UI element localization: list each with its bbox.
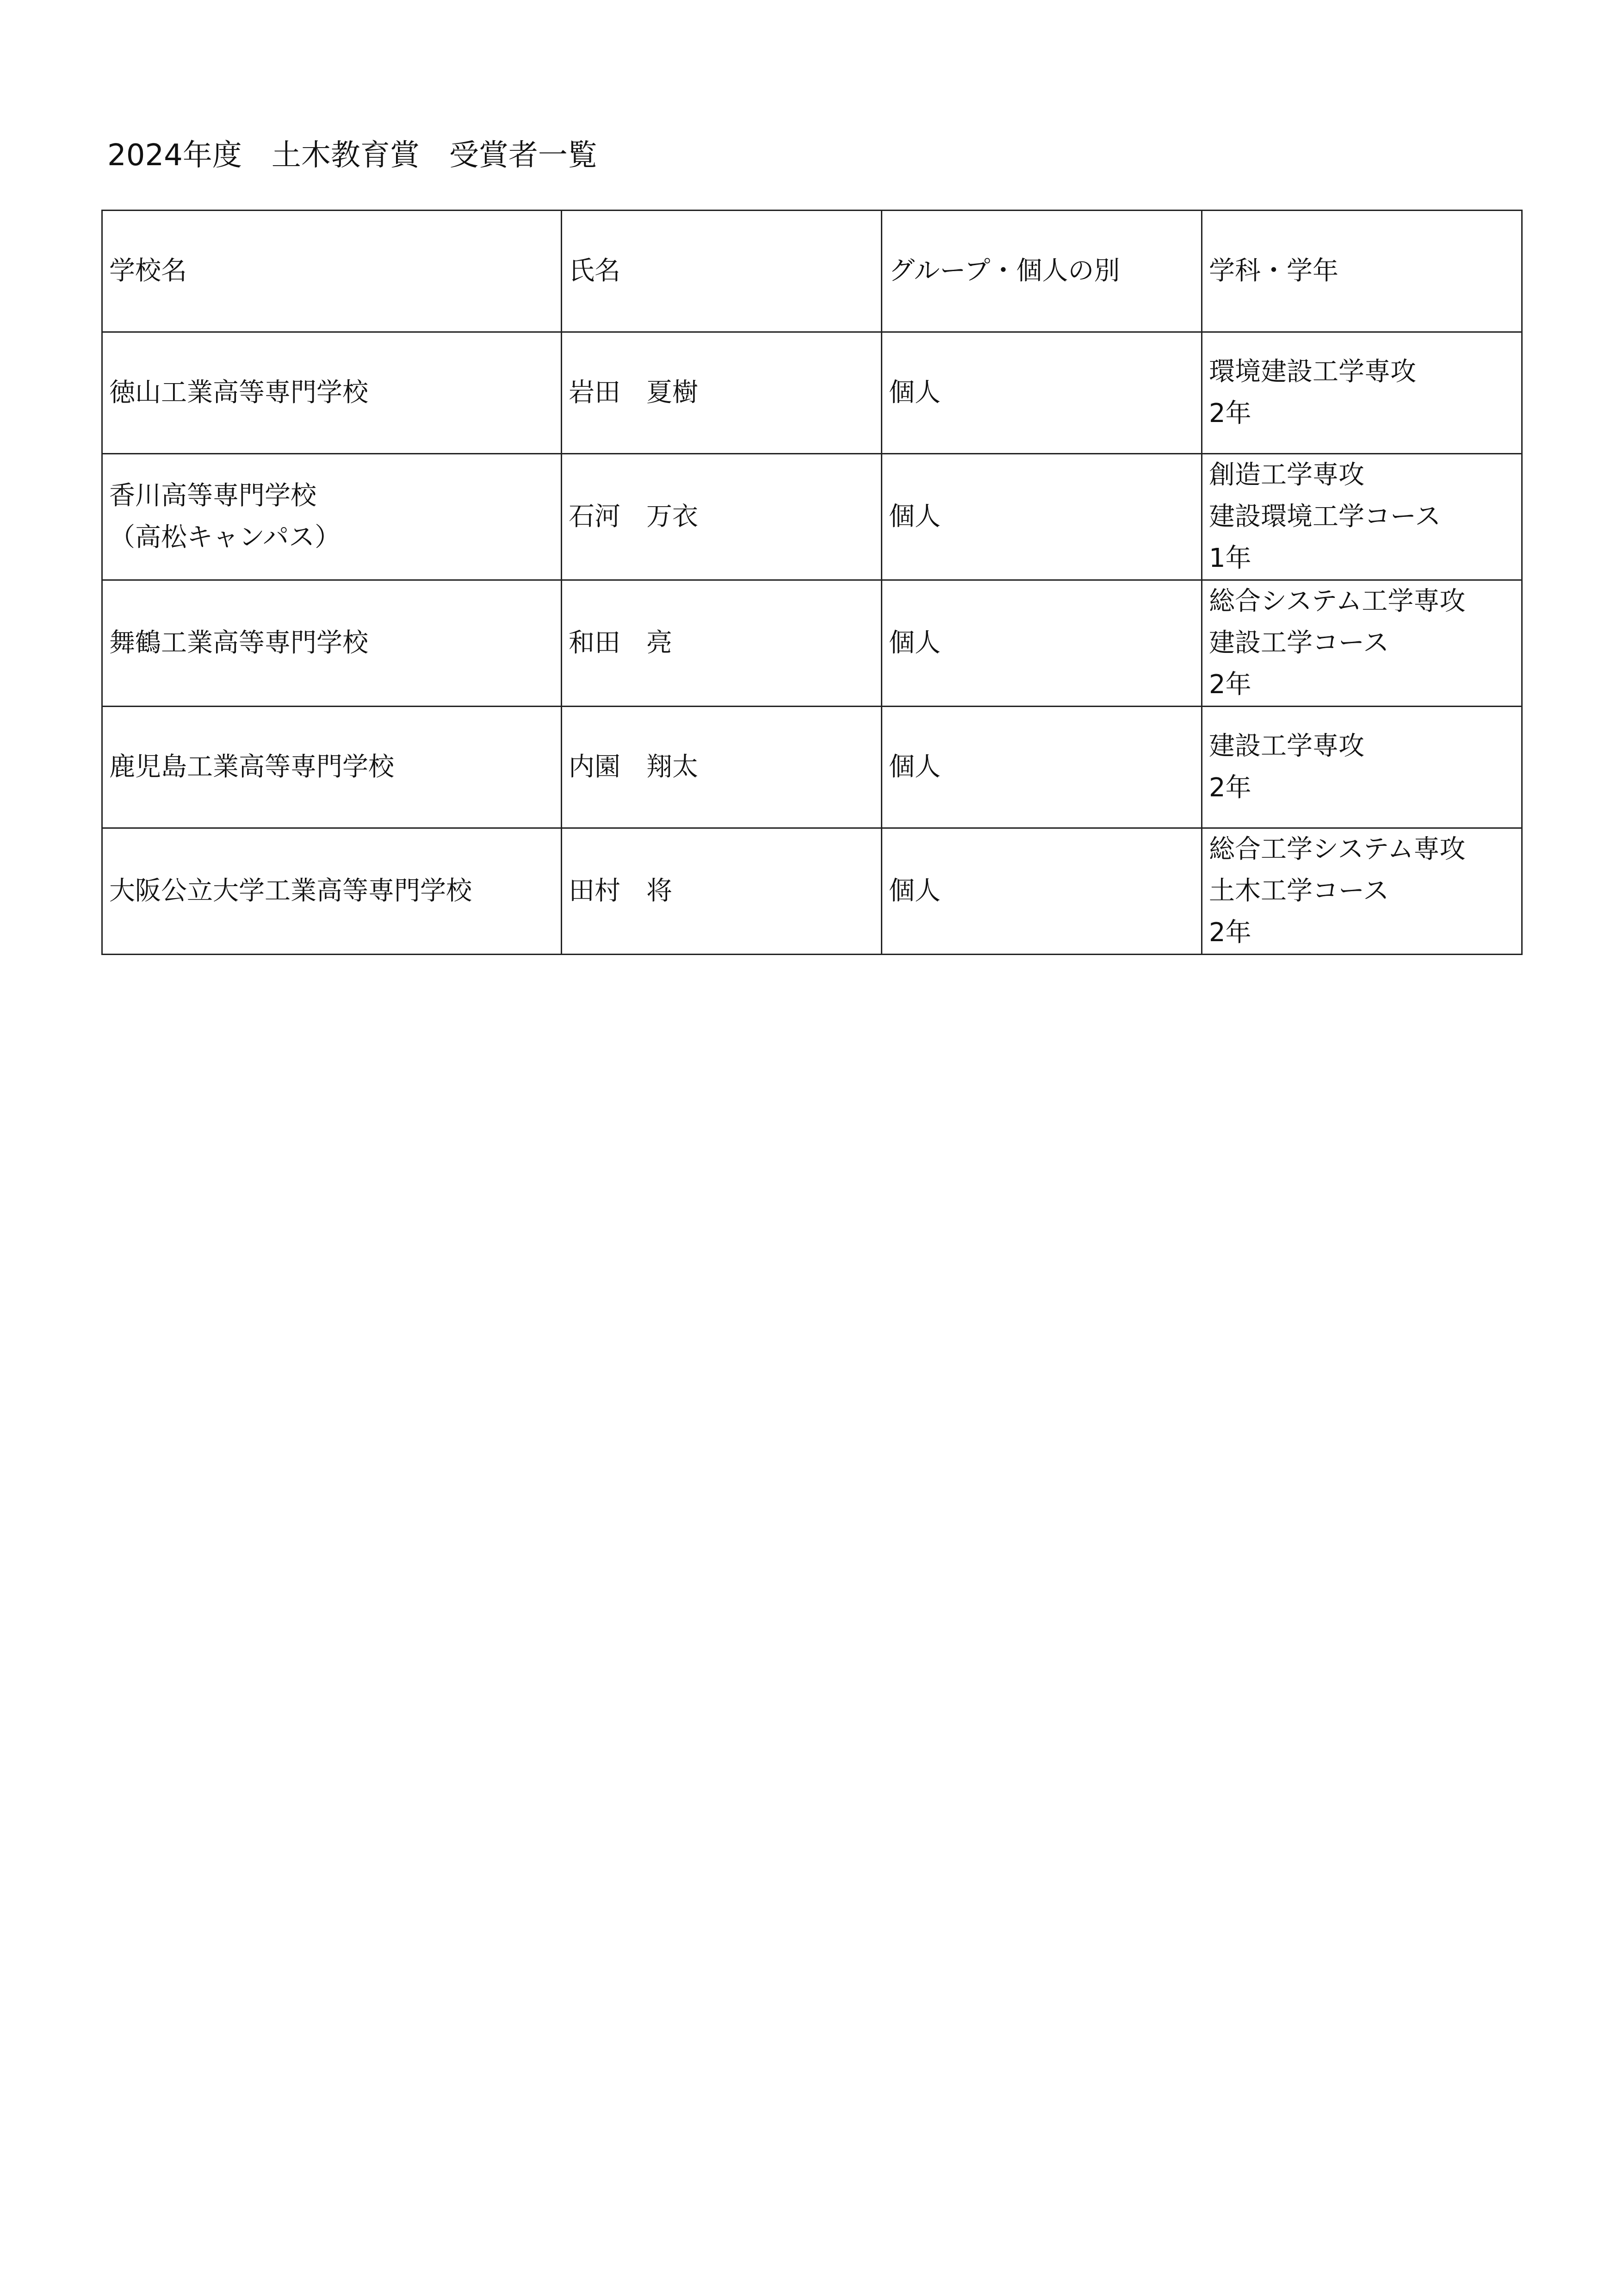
department-line: 総合工学システム専攻 xyxy=(1209,834,1466,864)
awardee-name: 岩田 夏樹 xyxy=(569,378,698,408)
department-line: 2年 xyxy=(1209,670,1251,700)
header-type: グループ・個人の別 xyxy=(882,211,1202,332)
department-cell xyxy=(1202,580,1522,707)
name-cell xyxy=(562,707,882,828)
department-line: 2年 xyxy=(1209,398,1251,428)
department-cell xyxy=(1202,332,1522,454)
awardees-table xyxy=(101,210,1523,955)
name-cell xyxy=(562,580,882,707)
header-school: 学校名 xyxy=(102,211,562,332)
table-row xyxy=(102,454,1522,580)
department-line: 土木工学コース xyxy=(1209,876,1389,906)
school-name: 鹿児島工業高等専門学校 xyxy=(109,752,394,782)
awardee-name: 和田 亮 xyxy=(569,628,672,658)
department-cell xyxy=(1202,828,1522,955)
type-cell xyxy=(882,828,1202,955)
department-line: 建設工学専攻 xyxy=(1209,731,1364,761)
department-cell xyxy=(1202,707,1522,828)
school-cell xyxy=(102,828,562,955)
table-row xyxy=(102,707,1522,828)
award-type: 個人 xyxy=(889,876,941,906)
department-line: 建設環境工学コース xyxy=(1209,502,1441,532)
page-title: 2024年度 土木教育賞 受賞者一覧 xyxy=(107,138,597,173)
school-cell xyxy=(102,580,562,707)
school-name: 香川高等専門学校 xyxy=(109,481,316,511)
awardee-name: 内園 翔太 xyxy=(569,752,698,782)
department-cell xyxy=(1202,454,1522,580)
type-cell xyxy=(882,332,1202,454)
name-cell xyxy=(562,454,882,580)
school-campus: （高松キャンパス） xyxy=(109,522,341,552)
header-row xyxy=(102,211,1522,332)
award-type: 個人 xyxy=(889,502,941,532)
type-cell xyxy=(882,580,1202,707)
header-name: 氏名 xyxy=(562,211,882,332)
school-cell xyxy=(102,707,562,828)
department-line: 総合システム工学専攻 xyxy=(1209,586,1466,616)
award-type: 個人 xyxy=(889,378,941,408)
award-type: 個人 xyxy=(889,628,941,658)
table-row xyxy=(102,828,1522,955)
school-cell xyxy=(102,332,562,454)
header-department: 学科・学年 xyxy=(1202,211,1522,332)
award-type: 個人 xyxy=(889,752,941,782)
department-line: 2年 xyxy=(1209,918,1251,948)
type-cell xyxy=(882,707,1202,828)
type-cell xyxy=(882,454,1202,580)
department-line: 1年 xyxy=(1209,543,1251,573)
name-cell xyxy=(562,828,882,955)
school-cell xyxy=(102,454,562,580)
awardee-name: 石河 万衣 xyxy=(569,502,698,532)
department-line: 2年 xyxy=(1209,773,1251,803)
department-line: 建設工学コース xyxy=(1209,628,1389,658)
school-name: 大阪公立大学工業高等専門学校 xyxy=(109,876,472,906)
school-name: 徳山工業高等専門学校 xyxy=(109,378,368,408)
department-line: 環境建設工学専攻 xyxy=(1209,357,1416,387)
table-row xyxy=(102,332,1522,454)
name-cell xyxy=(562,332,882,454)
department-line: 創造工学専攻 xyxy=(1209,460,1364,490)
awardee-name: 田村 将 xyxy=(569,876,672,906)
school-name: 舞鶴工業高等専門学校 xyxy=(109,628,368,658)
table-row xyxy=(102,580,1522,707)
